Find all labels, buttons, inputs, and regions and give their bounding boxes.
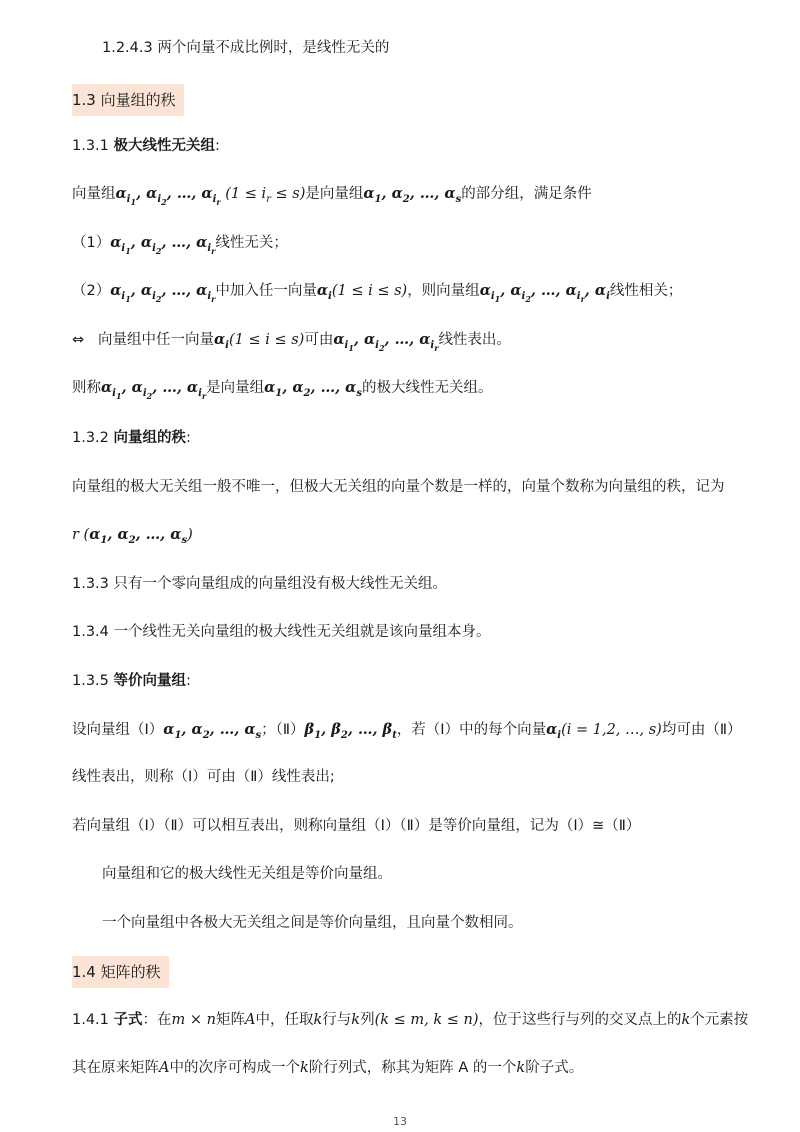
text: 个元素按 (690, 1012, 749, 1028)
rank-notation (72, 520, 740, 550)
equivalence-def-line-3: 若向量组（Ⅰ）（Ⅱ）可以相互表出，则称向量组（Ⅰ）（Ⅱ）是等价向量组，记为（Ⅰ）≅（Ⅱ） (72, 818, 641, 834)
text: 其在原来矩阵 (72, 1060, 159, 1076)
formula-m-times-n: m × n (171, 1012, 216, 1028)
heading-title: 等价向量组 (113, 673, 187, 689)
heading-number: 1.3.1 (72, 138, 109, 154)
conclusion-line (72, 373, 740, 403)
rank-definition: 向量组的极大无关组一般不唯一，但极大无关组的向量个数是一样的，向量个数称为向量组的秩，记为 (72, 479, 725, 495)
formula-subset: $\alpha_{i_1}$, $\alpha_{i_2}$, …, $\alpha_{i_r}$ (101, 379, 207, 401)
text: 的部分组，满足条件 (461, 186, 592, 202)
condition-2 (72, 276, 740, 306)
formula-subset: $\alpha_{i_1}$, $\alpha_{i_2}$, …, $\alpha_{i_r}$ (110, 282, 216, 304)
section-heading-1-3: 1.3 向量组的秩 (72, 84, 184, 116)
item-1-3-3: 1.3.3 只有一个零向量组成的向量组没有极大线性无关组。 (72, 576, 448, 592)
text: 中，任取 (255, 1012, 314, 1028)
text: 可由 (304, 332, 334, 348)
formula-full-set: $\alpha_1$, $\alpha_2$, …, $\alpha_s$ (363, 185, 462, 205)
heading-1-3-2 (72, 423, 740, 453)
formula-A: A (159, 1060, 170, 1076)
formula-subset: $\alpha_{i_1}$, $\alpha_{i_2}$, …, $\alpha_{i_r}$ (115, 185, 221, 207)
text: ；（Ⅱ） (261, 722, 305, 738)
heading-title: 向量组的秩 (113, 430, 187, 446)
formula-set-2: $\beta_1$, $\beta_2$, …, $\beta_t$ (304, 721, 397, 741)
text: ，若（Ⅰ）中的每个向量 (396, 722, 547, 738)
text: 均可由（Ⅱ） (661, 722, 742, 738)
text: 阶行列式，称其为矩阵 A 的一个 (308, 1060, 517, 1076)
formula-k: k (516, 1060, 526, 1076)
heading-title: 极大线性无关组 (113, 138, 216, 154)
heading-number: 1.4.1 (72, 1012, 109, 1028)
formula-condition: (1 ≤ i ≤ s) (331, 283, 408, 299)
equivalence-def-line-1 (72, 715, 740, 745)
formula-alpha-i: $\alpha_i$ (213, 331, 229, 351)
formula-subset: $\alpha_{i_1}$, $\alpha_{i_2}$, …, $\alpha_{i_r}$ (333, 331, 439, 353)
equivalence-def-line-2: 线性表出，则称（Ⅰ）可由（Ⅱ）线性表出; (72, 769, 335, 785)
heading-number: 1.3.2 (72, 430, 109, 446)
text: 中的次序可构成一个 (169, 1060, 300, 1076)
colon: : (186, 673, 191, 689)
text: 设向量组（Ⅰ） (72, 722, 164, 738)
formula-A: A (244, 1012, 256, 1028)
colon: : (215, 138, 220, 154)
text: 向量组中任一向量 (97, 332, 214, 348)
formula-k: k (299, 1060, 309, 1076)
text: 线性相关； (609, 283, 683, 299)
definition-line (72, 179, 740, 209)
section-heading-1-4: 1.4 矩阵的秩 (72, 956, 169, 988)
text: 是向量组 (206, 380, 265, 396)
text: ：在 (142, 1012, 172, 1028)
formula-condition: (1 ≤ i ≤ s) (228, 332, 305, 348)
item-1-2-4-3: 1.2.4.3 两个向量不成比例时，是线性无关的 (102, 40, 390, 56)
minor-def-line-1 (72, 1005, 749, 1035)
formula-extended: $\alpha_{i_1}$, $\alpha_{i_2}$, …, $\alpha_{i_r}$, $\alpha_i$ (479, 282, 610, 304)
text: 列 (360, 1012, 375, 1028)
formula-condition: $(1 \le i_r \le s)$ (225, 186, 306, 205)
formula-index-range: (i = 1,2, …, s) (561, 722, 662, 738)
formula-k: k (681, 1012, 691, 1028)
text: 阶子式。 (525, 1060, 584, 1076)
condition-1 (72, 228, 740, 258)
text: ，则向量组 (407, 283, 480, 299)
formula-subset: $\alpha_{i_1}$, $\alpha_{i_2}$, …, $\alpha_{i_r}$ (110, 234, 216, 256)
text: 则称 (72, 380, 101, 396)
text: 向量组 (72, 186, 116, 202)
formula-alpha-i: $\alpha_i$ (316, 282, 332, 302)
formula-k: k (351, 1012, 361, 1028)
heading-number: 1.3.5 (72, 673, 109, 689)
label: （1） (72, 235, 111, 251)
equivalence-note-1: 向量组和它的极大线性无关组是等价向量组。 (102, 866, 392, 882)
text: 的极大线性无关组。 (361, 380, 493, 396)
text: 线性无关； (215, 235, 288, 251)
label: （2） (72, 283, 111, 299)
formula-full-set: $\alpha_1$, $\alpha_2$, …, $\alpha_s$ (264, 379, 362, 399)
equivalence-note-2: 一个向量组中各极大无关组之间是等价向量组，且向量个数相同。 (102, 915, 523, 931)
text: ，位于这些行与列的交叉点上的 (478, 1012, 682, 1028)
heading-title: 子式 (113, 1012, 143, 1028)
text: 是向量组 (305, 186, 364, 202)
text: 矩阵 (215, 1012, 245, 1028)
minor-def-line-2 (72, 1053, 740, 1083)
formula-k-bounds: (k ≤ m, k ≤ n) (374, 1012, 479, 1028)
formula-alpha-i: $\alpha_i$ (546, 721, 562, 741)
heading-1-3-1 (72, 131, 740, 161)
text: 行与 (322, 1012, 352, 1028)
text: 线性表出。 (438, 332, 511, 348)
colon: : (186, 430, 191, 446)
heading-1-3-5 (72, 666, 740, 696)
equivalence-line (72, 325, 740, 355)
text: 中加入任一向量 (215, 283, 317, 299)
formula-k: k (313, 1012, 323, 1028)
formula-set-1: $\alpha_1$, $\alpha_2$, …, $\alpha_s$ (163, 721, 262, 741)
page-number: 13 (393, 1115, 407, 1128)
formula-rank: r ($\alpha_1$, $\alpha_2$, …, $\alpha_s$) (72, 526, 193, 546)
item-1-3-4: 1.3.4 一个线性无关向量组的极大线性无关组就是该向量组本身。 (72, 624, 491, 640)
iff-symbol: ⇔ (72, 332, 85, 348)
